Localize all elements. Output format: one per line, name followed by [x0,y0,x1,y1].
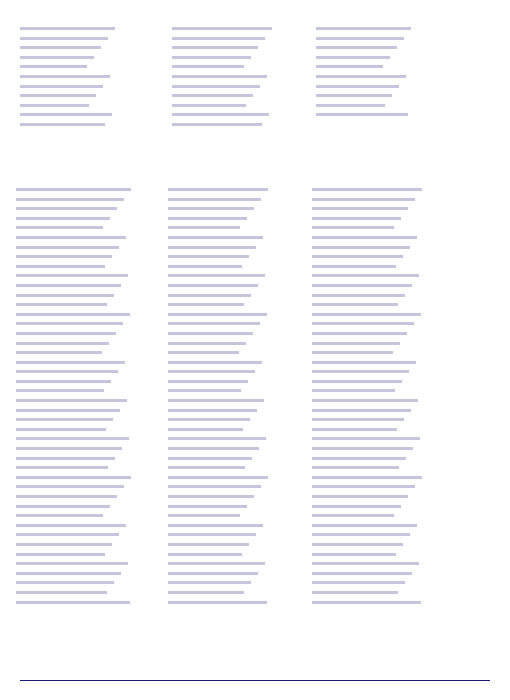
name-entry [16,243,119,253]
name-entry [20,120,105,130]
vice-president-list-col2 [172,24,332,130]
name-entry [16,252,112,262]
name-entry [16,377,111,387]
name-entry [316,24,411,34]
name-entry [168,386,241,396]
name-entry [172,91,253,101]
name-entry [20,62,87,72]
name-entry [168,319,260,329]
name-entry [168,588,244,598]
name-entry [172,34,265,44]
name-entry [168,444,259,454]
name-entry [312,367,409,377]
name-entry [168,339,246,349]
name-entry [168,415,250,425]
name-entry [312,463,399,473]
name-entry [312,358,416,368]
name-entry [168,329,253,339]
name-entry [312,291,405,301]
name-entry [312,377,402,387]
name-entry [312,559,419,569]
name-entry [312,348,393,358]
name-entry [168,281,258,291]
name-entry [20,24,115,34]
name-entry [168,367,255,377]
name-entry [312,281,412,291]
name-entry [20,43,101,53]
name-entry [16,386,104,396]
name-entry [312,454,406,464]
name-entry [168,396,264,406]
name-entry [16,348,102,358]
name-entry [168,300,244,310]
name-entry [312,434,420,444]
vice-president-list-col3 [316,24,486,120]
name-entry [312,406,411,416]
name-entry [168,540,249,550]
name-entry [168,185,268,195]
name-entry [16,588,107,598]
name-entry [312,473,422,483]
name-entry [312,521,417,531]
name-entry [172,120,262,130]
name-entry [16,482,124,492]
name-entry [16,233,126,243]
name-entry [312,425,397,435]
name-entry [16,291,114,301]
name-entry [312,492,408,502]
name-entry [312,396,418,406]
name-entry [168,291,251,301]
name-entry [312,530,410,540]
name-entry [312,329,407,339]
name-entry [312,415,404,425]
name-entry [316,53,390,63]
name-entry [16,598,130,608]
name-entry [168,425,243,435]
name-entry [312,598,421,608]
name-entry [312,185,422,195]
name-entry [168,223,240,233]
name-entry [168,348,239,358]
name-entry [16,262,105,272]
name-entry [316,110,408,120]
name-entry [312,233,417,243]
name-entry [16,492,117,502]
name-entry [168,406,257,416]
name-entry [168,530,256,540]
name-entry [20,82,103,92]
name-entry [172,53,251,63]
name-entry [172,110,269,120]
name-entry [20,53,94,63]
name-entry [168,559,265,569]
name-entry [316,82,399,92]
name-entry [16,271,128,281]
name-entry [168,521,263,531]
name-entry [16,434,129,444]
name-entry [312,444,413,454]
name-entry [16,502,110,512]
name-entry [168,492,254,502]
name-entry [312,262,396,272]
name-entry [312,502,401,512]
footer-rule [20,680,490,681]
name-entry [16,454,115,464]
name-entry [168,550,242,560]
name-entry [316,72,406,82]
name-entry [16,578,114,588]
name-entry [312,271,419,281]
name-entry [312,310,421,320]
name-entry [168,454,252,464]
name-entry [168,569,258,579]
name-entry [168,578,251,588]
committee-list-col1 [16,185,186,607]
name-entry [168,482,261,492]
name-entry [16,310,130,320]
name-entry [168,463,245,473]
name-entry [312,569,412,579]
name-entry [168,195,261,205]
name-entry [312,511,394,521]
name-entry [16,569,121,579]
name-entry [168,252,249,262]
committee-list-col2 [168,185,328,607]
name-entry [16,425,106,435]
name-entry [312,223,394,233]
name-entry [168,243,256,253]
name-entry [20,110,112,120]
name-entry [168,271,265,281]
name-entry [16,185,131,195]
name-entry [168,502,247,512]
name-entry [312,540,403,550]
name-entry [316,34,404,44]
name-entry [316,91,392,101]
name-entry [312,195,415,205]
name-entry [16,396,127,406]
name-entry [168,598,267,608]
name-entry [312,339,400,349]
name-entry [172,82,260,92]
name-entry [168,262,242,272]
name-entry [312,204,408,214]
name-entry [20,101,89,111]
name-entry [16,511,103,521]
name-entry [312,214,401,224]
name-entry [16,319,123,329]
name-entry [172,43,258,53]
name-entry [168,434,266,444]
name-entry [168,511,240,521]
name-entry [312,588,398,598]
name-entry [312,578,405,588]
name-entry [312,243,410,253]
name-entry [16,339,109,349]
name-entry [168,214,247,224]
name-entry [172,62,244,72]
name-entry [312,550,396,560]
name-entry [20,72,110,82]
name-entry [16,406,120,416]
name-entry [16,540,112,550]
name-entry [16,530,119,540]
name-entry [168,204,254,214]
name-entry [312,300,398,310]
name-entry [16,204,117,214]
name-entry [16,473,131,483]
name-entry [312,386,395,396]
name-entry [168,377,248,387]
name-entry [168,358,262,368]
committee-list-col3 [312,185,487,607]
name-entry [16,367,118,377]
name-entry [16,550,105,560]
name-entry [316,62,383,72]
name-entry [168,233,263,243]
name-entry [312,319,414,329]
name-entry [16,521,126,531]
name-entry [16,415,113,425]
name-entry [16,358,125,368]
vice-president-list-col1 [20,24,180,130]
name-entry [16,281,121,291]
name-entry [312,252,403,262]
name-entry [16,223,103,233]
name-entry [16,300,107,310]
name-entry [16,214,110,224]
name-entry [16,329,116,339]
name-entry [316,43,397,53]
name-entry [20,34,108,44]
name-entry [172,24,272,34]
name-entry [312,482,415,492]
name-entry [172,101,246,111]
name-entry [168,310,267,320]
name-entry [16,559,128,569]
name-entry [16,444,122,454]
name-entry [16,195,124,205]
name-entry [316,101,385,111]
name-entry [20,91,96,101]
name-entry [168,473,268,483]
name-entry [16,463,108,473]
name-entry [172,72,267,82]
